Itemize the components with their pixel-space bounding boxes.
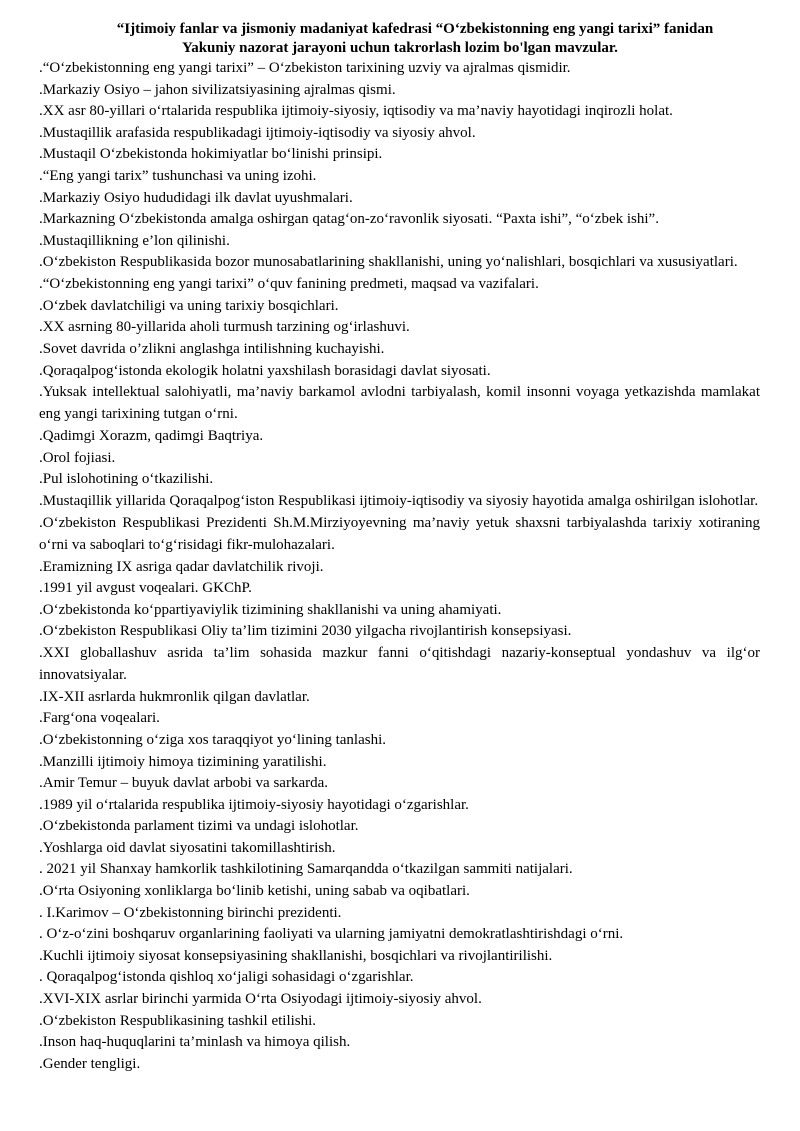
topic-item: .Farg‘ona voqealari. <box>39 710 160 727</box>
title-line-1: “Ijtimoiy fanlar va jismoniy madaniyat kafedrasi “O‘zbekistonning eng yangi tarixi” fanidan <box>116 21 714 37</box>
topic-item: .Mustaqillik yillarida Qoraqalpog‘iston Respublikasi ijtimoiy-iqtisodiy va siyosiy hayotida amalga oshirilgan islohotlar. <box>39 492 759 509</box>
topic-item: .Eramizning IX asriga qadar davlatchilik rivoji. <box>39 558 324 575</box>
topic-item: .Mustaqillik arafasida respublikadagi ijtimoiy-iqtisodiy va siyosiy ahvol. <box>39 124 476 141</box>
topic-item: .Mustaqil O‘zbekistonda hokimiyatlar bo‘linishi prinsipi. <box>39 146 383 163</box>
topic-item: .O‘zbekiston Respublikasining tashkil etilishi. <box>39 1012 317 1029</box>
topic-item: .O‘rta Osiyoning xonliklarga bo‘linib ketishi, uning sabab va oqibatlari. <box>39 883 470 900</box>
topic-item: .Kuchli ijtimoiy siyosat konsepsiyasining shakllanishi, bosqichlari va rivojlantirilishi. <box>39 947 553 964</box>
topic-item: .XX asrning 80-yillarida aholi turmush tarzining og‘irlashuvi. <box>39 319 410 336</box>
title-line-2: Yakuniy nazorat jarayoni uchun takrorlash lozim bo'lgan mavzular. <box>182 40 618 56</box>
topic-item: .Markaziy Osiyo – jahon sivilizatsiyasining ajralmas qismi. <box>39 81 396 98</box>
topic-item: .O‘zbek davlatchiligi va uning tarixiy bosqichlari. <box>39 297 339 314</box>
topic-item: .“O‘zbekistonning eng yangi tarixi” – O‘zbekiston tarixining uzviy va ajralmas qismidir. <box>39 60 571 76</box>
topic-item: .1991 yil avgust voqealari. GKChP. <box>39 580 252 597</box>
topic-item: .Qadimgi Xorazm, qadimgi Baqtriya. <box>39 428 264 445</box>
topic-item: .“Eng yangi tarix” tushunchasi va uning izohi. <box>39 167 317 184</box>
topic-item: . I.Karimov – O‘zbekistonning birinchi prezidenti. <box>39 904 342 921</box>
topic-item: . O‘z-o‘zini boshqaruv organlarining faoliyati va ularning jamiyatni demokratlashtirishdagi o‘rni. <box>39 926 624 943</box>
topic-item: .O‘zbekiston Respublikasi Oliy ta’lim tizimini 2030 yilgacha rivojlantirish konsepsiyasi. <box>39 623 572 640</box>
topic-item: .“O‘zbekistonning eng yangi tarixi” o‘quv fanining predmeti, maqsad va vazifalari. <box>39 276 539 293</box>
topic-item: .Manzilli ijtimoiy himoya tizimining yaratilishi. <box>39 753 327 770</box>
topic-item: .Orol fojiasi. <box>39 449 116 466</box>
topic-item: .Qoraqalpog‘istonda ekologik holatni yaxshilash borasidagi davlat siyosati. <box>39 362 491 379</box>
topic-item: .Pul islohotining o‘tkazilishi. <box>39 471 214 488</box>
topic-item: .O‘zbekistonda ko‘ppartiyaviylik tizimining shakllanishi va uning ahamiyati. <box>39 601 502 618</box>
topic-item: .Gender tengligi. <box>39 1055 141 1072</box>
topic-item: .Yuksak intellektual salohiyatli, ma’naviy barkamol avlodni tarbiyalash, komil insonni voyaga yetkazishda mamlakat eng yangi tarixining tutgan o‘rni. <box>39 384 760 423</box>
topic-item: .Markazning O‘zbekistonda amalga oshirgan qatag‘on-zo‘ravonlik siyosati. “Paxta ishi”, “o‘zbek ishi”. <box>39 211 659 228</box>
topic-item: .Mustaqillikning e’lon qilinishi. <box>39 232 230 249</box>
topic-item: . Qoraqalpog‘istonda qishloq xo‘jaligi sohasidagi o‘zgarishlar. <box>39 969 414 986</box>
topic-item: .Markaziy Osiyo hududidagi ilk davlat uyushmalari. <box>39 189 353 206</box>
topic-item: .IX-XII asrlarda hukmronlik qilgan davlatlar. <box>39 688 310 705</box>
topic-item: .XX asr 80-yillari o‘rtalarida respublika ijtimoiy-siyosiy, iqtisodiy va ma’naviy hayotidagi inqirozli holat. <box>39 103 673 120</box>
topic-item: .Sovet davrida o’zlikni anglashga intilishning kuchayishi. <box>39 341 385 358</box>
topic-item: .O‘zbekistonning o‘ziga xos taraqqiyot yo‘lining tanlashi. <box>39 731 387 748</box>
topic-list <box>0 58 800 1075</box>
topic-item: . 2021 yil Shanxay hamkorlik tashkilotining Samarqandda o‘tkazilgan sammiti natijalari. <box>39 861 573 878</box>
topic-item: .O‘zbekiston Respublikasi Prezidenti Sh.M.Mirziyoyevning ma’naviy yetuk shaxsni tarbiyalashda tarixiy xotiraning o‘rni va saboqlari to‘g‘risidagi fikr-mulohazalari. <box>39 514 760 553</box>
topic-item: .Amir Temur – buyuk davlat arbobi va sarkarda. <box>39 775 329 792</box>
topic-item: .Inson haq-huquqlarini ta’minlash va himoya qilish. <box>39 1034 351 1051</box>
topic-item: .O‘zbekiston Respublikasida bozor munosabatlarining shakllanishi, uning yo‘nalishlari, bosqichlari va xususiyatlari. <box>39 254 738 271</box>
topic-item: .XXI globallashuv asrida ta’lim sohasida mazkur fanni o‘qitishdagi nazariy-konseptual yondashuv va ilg‘or innovatsiyalar. <box>39 644 760 683</box>
topic-item: .O‘zbekistonda parlament tizimi va undagi islohotlar. <box>39 818 359 835</box>
topic-item: .XVI-XIX asrlar birinchi yarmida O‘rta Osiyodagi ijtimoiy-siyosiy ahvol. <box>39 991 482 1008</box>
topic-item: .1989 yil o‘rtalarida respublika ijtimoiy-siyosiy hayotidagi o‘zgarishlar. <box>39 796 469 813</box>
topic-item: .Yoshlarga oid davlat siyosatini takomillashtirish. <box>39 839 336 856</box>
document-title <box>0 0 800 58</box>
